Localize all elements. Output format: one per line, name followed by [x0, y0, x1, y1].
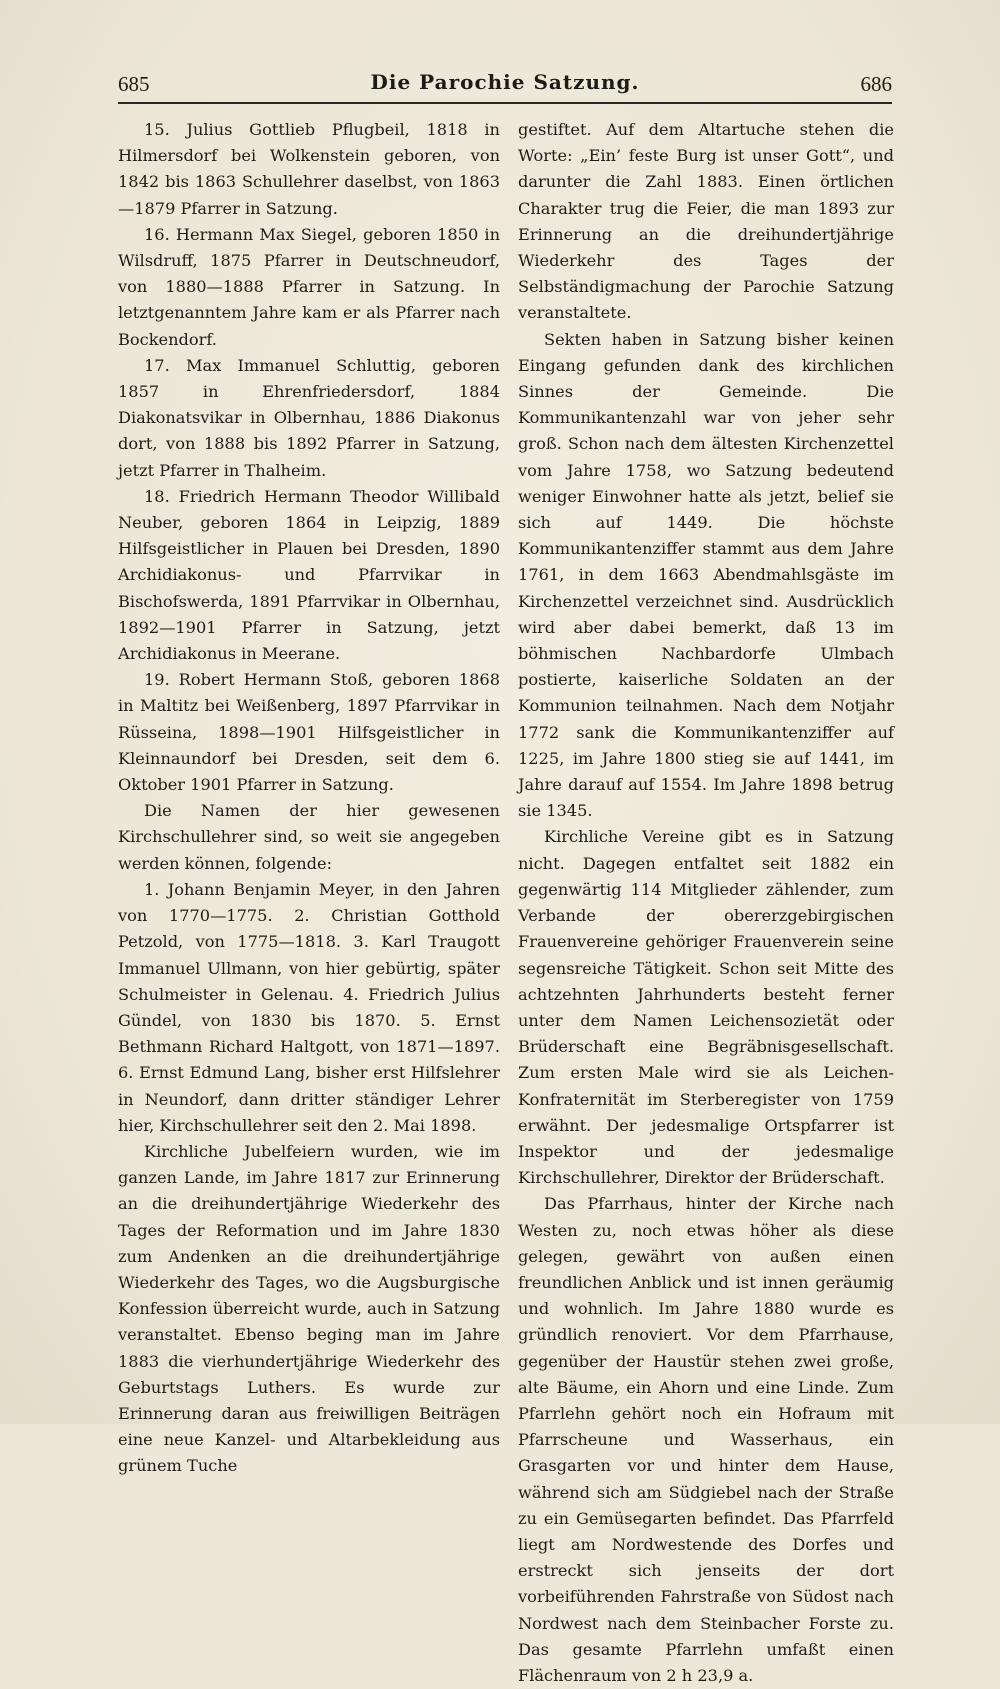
paragraph: 17. Max Immanuel Schluttig, geboren 1857 in Ehrenfriedersdorf, 1884 Diakonatsvikar in Olbernhau, 1886 Diakonus dort, von 1888 bis 1892 Pfarrer in Satzung, jetzt Pfarrer in Thalheim.	[118, 355, 500, 480]
paragraph: Kirchliche Jubelfeiern wurden, wie im ganzen Lande, im Jahre 1817 zur Erinnerung an die dreihundertjährige Wiederkehr des Tages der Reformation und im Jahre 1830 zum Andenken an die dreihundertjährige Wiederkehr des Tages, wo die Augsburgische Konfession überreicht wurde, auch in Satzung veranstaltet. Ebenso beging man im Jahre 1883 die vierhundertjährige Wiederkehr des Geburtstags Luthers. Es wurde zur Erinnerung daran aus freiwilligen Beiträgen eine neue Kanzel- und Altarbekleidung aus grünem Tuche	[118, 1141, 500, 1476]
page-number-left: 685	[118, 72, 150, 96]
right-column	[518, 117, 894, 1689]
paragraph: Sekten haben in Satzung bisher keinen Eingang gefunden dank des kirchlichen Sinnes der Gemeinde. Die Kommunikantenzahl war von jeher sehr groß. Schon nach dem ältesten Kirchenzettel vom Jahre 1758, wo Satzung bedeutend weniger Einwohner hatte als jetzt, belief sie sich auf 1449. Die höchste Kommunikantenziffer stammt aus dem Jahre 1761, in dem 1663 Abendmahlsgäste im Kirchenzettel verzeichnet sind. Ausdrücklich wird aber dabei bemerkt, daß 13 im böhmischen Nachbardorfe Ulmbach postierte, kaiserliche Soldaten an der Kommunion teilnahmen. Nach dem Notjahr 1772 sank die Kommunikantenziffer auf 1225, im Jahre 1800 stieg sie auf 1441, im Jahre darauf auf 1554. Im Jahre 1898 betrug sie 1345.	[518, 329, 894, 821]
paragraph: 19. Robert Hermann Stoß, geboren 1868 in Maltitz bei Weißenberg, 1897 Pfarrvikar in Rüsseina, 1898—1901 Hilfsgeistlicher in Kleinnaundorf bei Dresden, seit dem 6. Oktober 1901 Pfarrer in Satzung.	[118, 670, 500, 795]
paragraph: Das Pfarrhaus, hinter der Kirche nach Westen zu, noch etwas höher als diese gelegen, gewährt von außen einen freundlichen Anblick und ist innen geräumig und wohnlich. Im Jahre 1880 wurde es gründlich renoviert. Vor dem Pfarrhause, gegenüber der Haustür stehen zwei große, alte Bäume, ein Ahorn und eine Linde. Zum Pfarrlehn gehört noch ein Hofraum mit Pfarrscheune und Wasserhaus, ein Grasgarten vor und hinter dem Hause, während sich am Südgiebel nach der Straße zu ein Gemüsegarten befindet. Das Pfarrfeld liegt am Nordwestende des Dorfes und erstreckt sich jenseits der dort vorbeiführenden Fahrstraße von Südost nach Nordwest nach dem Steinbacher Forste zu. Das gesamte Pfarrlehn umfaßt einen Flächenraum von 2 h 23,9 a.	[518, 1194, 894, 1685]
page-number-right: 686	[860, 72, 892, 96]
paragraph: 15. Julius Gottlieb Pflugbeil, 1818 in Hilmersdorf bei Wolkenstein geboren, von 1842 bis 1863 Schullehrer daselbst, von 1863—1879 Pfarrer in Satzung.	[118, 120, 500, 218]
running-title: Die Parochie Satzung.	[370, 70, 640, 94]
left-column	[118, 117, 500, 1480]
paragraph: 1. Johann Benjamin Meyer, in den Jahren von 1770—1775. 2. Christian Gotthold Petzold, von 1775—1818. 3. Karl Traugott Immanuel Ullmann, von hier gebürtig, später Schulmeister in Gelenau. 4. Friedrich Julius Gündel, von 1830 bis 1870. 5. Ernst Bethmann Richard Haltgott, von 1871—1897. 6. Ernst Edmund Lang, bisher erst Hilfslehrer in Neundorf, dann dritter ständiger Lehrer hier, Kirchschullehrer seit den 2. Mai 1898.	[118, 879, 500, 1135]
paragraph: gestiftet. Auf dem Altartuche stehen die Worte: „Ein’ feste Burg ist unser Gott“, und darunter die Zahl 1883. Einen örtlichen Charakter trug die Feier, die man 1893 zur Erinnerung an die dreihundertjährige Wiederkehr des Tages der Selbständigmachung der Parochie Satzung veranstaltete.	[518, 120, 894, 323]
paragraph: Kirchliche Vereine gibt es in Satzung nicht. Dagegen entfaltet seit 1882 ein gegenwärtig 114 Mitglieder zählender, zum Verbande der obererzgebirgischen Frauenvereine gehöriger Frauenverein seine segensreiche Tätigkeit. Schon seit Mitte des achtzehnten Jahrhunderts besteht ferner unter dem Namen Leichensozietät oder Brüderschaft eine Begräbnisgesellschaft. Zum ersten Male wird sie als Leichen-Konfraternität im Sterberegister von 1759 erwähnt. Der jedesmalige Ortspfarrer ist Inspektor und der jedesmalige Kirchschullehrer, Direktor der Brüderschaft.	[518, 827, 894, 1188]
paragraph: 18. Friedrich Hermann Theodor Willibald Neuber, geboren 1864 in Leipzig, 1889 Hilfsgeistlicher in Plauen bei Dresden, 1890 Archidiakonus- und Pfarrvikar in Bischofswerda, 1891 Pfarrvikar in Olbernhau, 1892—1901 Pfarrer in Satzung, jetzt Archidiakonus in Meerane.	[118, 486, 500, 664]
page-header	[118, 66, 892, 104]
paragraph: Die Namen der hier gewesenen Kirchschullehrer sind, so weit sie angegeben werden können, folgende:	[118, 801, 500, 873]
paragraph: 16. Hermann Max Siegel, geboren 1850 in Wilsdruff, 1875 Pfarrer in Deutschneudorf, von 1880—1888 Pfarrer in Satzung. In letztgenanntem Jahre kam er als Pfarrer nach Bockendorf.	[118, 224, 500, 349]
